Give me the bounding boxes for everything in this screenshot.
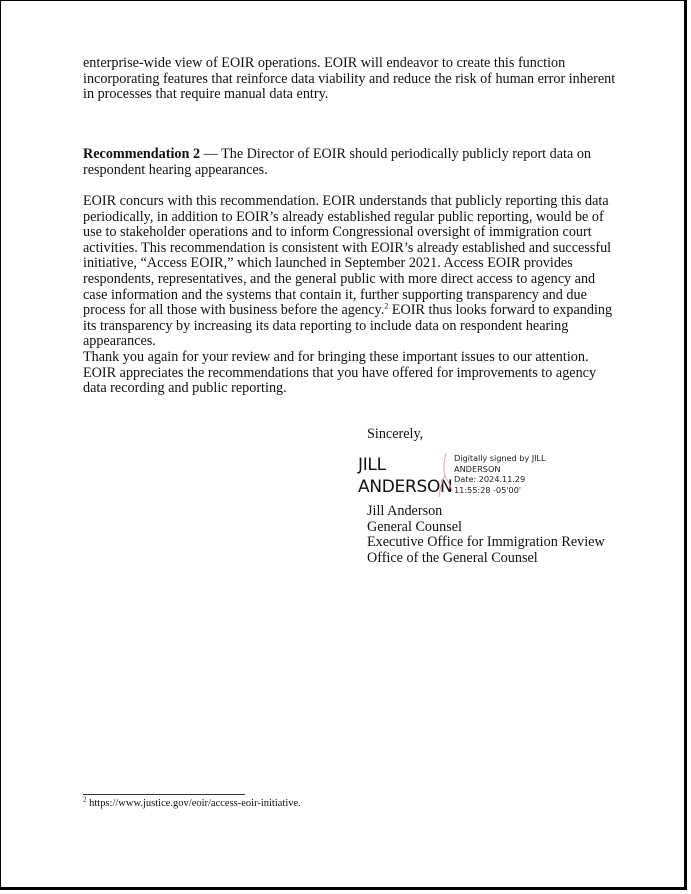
paragraph-thanks: Thank you again for your review and for bringing these important issues to our attention. EOIR appreciates the recommendations that you have offered for improvements to agency data recording and public reporting. xyxy=(83,349,597,397)
signer-block xyxy=(367,504,605,566)
footnote xyxy=(83,795,301,809)
signature-name-line-2: ANDERSON xyxy=(358,477,453,497)
signature-detail-line: Digitally signed by JILL xyxy=(454,453,546,463)
signature-detail-line: 11:55:28 -05'00' xyxy=(454,484,521,495)
signer-title: General Counsel xyxy=(367,518,462,535)
paragraph-recommendation-2 xyxy=(83,147,623,178)
recommendation-heading: Recommendation 2 xyxy=(83,146,201,162)
paragraph-concurrence xyxy=(83,194,623,350)
signature-name-line-1: JILL xyxy=(358,455,386,475)
signer-name: Jill Anderson xyxy=(367,503,443,519)
signer-office: Office of the General Counsel xyxy=(367,549,538,566)
signer-agency: Executive Office for Immigration Review xyxy=(367,534,605,551)
closing-salutation: Sincerely, xyxy=(367,426,424,442)
signature-stroke xyxy=(439,453,452,497)
concurrence-text: EOIR concurs with this recommendation. EOIR understands that publicly reporting this data periodically, in addition to EOIR’s already established regular public reporting, would be of use to stakeholder operations and to inform Congressional oversight of immigration court activities. This recommendation is consistent with EOIR’s already established and successful initiative, “Access EOIR,” which launched in September 2021. Access EOIR provides respondents, representatives, and the general public with more direct access to agency and case information and the systems that contain it, further supporting transparency and due process for all those with business before the agency. xyxy=(83,193,612,319)
signature-detail-line: Date: 2024.11.29 xyxy=(454,474,526,484)
concurrence-text-continued: EOIR thus looks forward to expanding its transparency by increasing its data reporting to include data on respondent hearing appearances. xyxy=(83,302,613,350)
paragraph-operations: enterprise-wide view of EOIR operations. EOIR will endeavor to create this function incorporating features that reinforce data viability and reduce the risk of human error inherent in processes that require manual data entry. xyxy=(83,55,616,103)
signature-detail-line: ANDERSON xyxy=(454,463,501,474)
recommendation-text: — The Director of EOIR should periodically publicly report data on respondent hearing appearances. xyxy=(83,146,592,178)
footnote-link-text[interactable]: https://www.justice.gov/eoir/access-eoir-initiative. xyxy=(86,798,301,809)
footnote-reference: 2 xyxy=(384,301,389,311)
footnote-number: 2 xyxy=(83,795,87,804)
digital-signature-details xyxy=(454,453,545,495)
footnote-separator xyxy=(83,794,245,795)
